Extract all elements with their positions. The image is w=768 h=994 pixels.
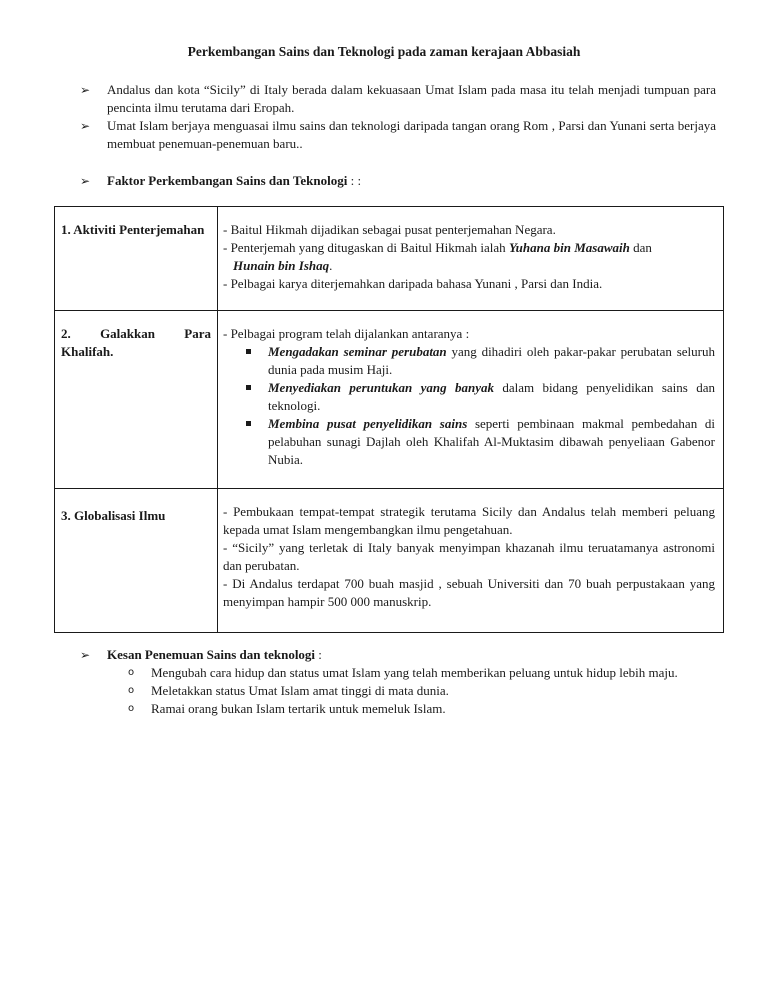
program-title: Menyediakan peruntukan yang banyak bbox=[268, 380, 494, 395]
factor-heading-suffix: : : bbox=[347, 173, 362, 188]
factor-label: 1. Aktiviti Penterjemahan bbox=[55, 207, 218, 311]
factor-line: - Pelbagai program telah dijalankan antaranya : bbox=[223, 326, 470, 341]
program-text: yang dihadiri oleh pakar-pakar perubatan seluruh dunia pada musim Haji. bbox=[268, 344, 715, 377]
kesan-heading-bullet bbox=[80, 646, 720, 664]
list-item bbox=[128, 682, 718, 700]
kesan-heading bbox=[107, 646, 720, 664]
factor-line: - Pelbagai karya diterjemahkan daripada bahasa Yunani , Parsi dan India. bbox=[223, 276, 603, 291]
kesan-item-text: Ramai orang bukan Islam tertarik untuk memeluk Islam. bbox=[151, 701, 446, 716]
factor-heading-bullet bbox=[80, 172, 716, 190]
kesan-item-text: Mengubah cara hidup dan status umat Islam yang telah memberikan peluang untuk hidup lebih maju. bbox=[151, 665, 678, 680]
intro-bullet-text: Andalus dan kota “Sicily” di Italy berada dalam kekuasaan Umat Islam pada masa itu telah menjadi tumpuan para pencinta ilmu terutama dari Eropah. bbox=[107, 82, 716, 115]
factor-line: - Baitul Hikmah dijadikan sebagai pusat penterjemahan Negara. bbox=[223, 222, 556, 237]
factor-label: 2. Galakkan Para Khalifah. bbox=[55, 311, 218, 489]
program-title: Mengadakan seminar perubatan bbox=[268, 344, 447, 359]
list-item bbox=[223, 415, 715, 469]
factor-line bbox=[223, 239, 715, 257]
factor-line: - “Sicily” yang terletak di Italy banyak menyimpan khazanah ilmu teruatamanya astronomi dan perubatan. bbox=[223, 540, 715, 573]
factor-label: 3. Globalisasi Ilmu bbox=[55, 489, 218, 633]
kesan-heading-text: Kesan Penemuan Sains dan teknologi bbox=[107, 647, 316, 662]
program-text: dalam bidang penyelidikan sains dan teknologi. bbox=[268, 380, 715, 413]
factor-body bbox=[218, 207, 724, 311]
arrow-bullet-icon: ➢ bbox=[80, 119, 91, 133]
factor-body bbox=[218, 311, 724, 489]
intro-bullet-1 bbox=[80, 81, 716, 117]
factor-text: - Penterjemah yang ditugaskan di Baitul Hikmah ialah bbox=[223, 240, 509, 255]
circle-bullet-icon: o bbox=[128, 685, 135, 696]
square-bullet-icon bbox=[246, 421, 251, 426]
kesan-heading-suffix: : bbox=[315, 647, 322, 662]
program-list bbox=[223, 343, 715, 469]
table-row bbox=[55, 207, 724, 311]
factor-line: - Di Andalus terdapat 700 buah masjid , sebuah Universiti dan 70 buah perpustakaan yang menyimpan hampir 500 000 manuskrip. bbox=[223, 576, 715, 609]
factor-text: . bbox=[329, 258, 333, 273]
intro-bullet-2 bbox=[80, 117, 716, 153]
program-title: Membina pusat penyelidikan sains bbox=[268, 416, 468, 431]
circle-bullet-icon: o bbox=[128, 667, 135, 678]
arrow-bullet-icon: ➢ bbox=[80, 174, 91, 188]
table-row bbox=[55, 311, 724, 489]
square-bullet-icon bbox=[246, 349, 251, 354]
intro-bullet-text: Umat Islam berjaya menguasai ilmu sains dan teknologi daripada tangan orang Rom , Parsi dan Yunani serta berjaya membuat penemuan-penemuan baru.. bbox=[107, 118, 716, 151]
factor-line bbox=[223, 257, 715, 275]
list-item bbox=[128, 664, 718, 682]
list-item bbox=[223, 379, 715, 415]
translator-name: Hunain bin Ishaq bbox=[233, 258, 330, 273]
list-item bbox=[128, 700, 718, 718]
factor-heading bbox=[107, 172, 716, 190]
program-text: seperti pembinaan makmal pembedahan di pelabuhan sunagi Dajlah oleh Khalifah Al-Muktasim dibawah penyeliaan Gabenor Nubia. bbox=[268, 416, 715, 467]
translator-name: Yuhana bin Masawaih bbox=[508, 240, 630, 255]
factor-text: dan bbox=[629, 240, 652, 255]
kesan-list bbox=[128, 664, 718, 718]
factors-table bbox=[54, 206, 724, 633]
table-row bbox=[55, 489, 724, 633]
arrow-bullet-icon: ➢ bbox=[80, 83, 91, 97]
square-bullet-icon bbox=[246, 385, 251, 390]
factor-heading-text: Faktor Perkembangan Sains dan Teknologi bbox=[107, 173, 348, 188]
factor-line: - Pembukaan tempat-tempat strategik terutama Sicily dan Andalus telah memberi peluang kepada umat Islam mengembangkan ilmu pengetahuan. bbox=[223, 504, 715, 537]
list-item bbox=[223, 343, 715, 379]
document-title: Perkembangan Sains dan Teknologi pada zaman kerajaan Abbasiah bbox=[187, 44, 581, 59]
factor-body bbox=[218, 489, 724, 633]
kesan-item-text: Meletakkan status Umat Islam amat tinggi di mata dunia. bbox=[151, 683, 449, 698]
circle-bullet-icon: o bbox=[128, 703, 135, 714]
arrow-bullet-icon: ➢ bbox=[80, 648, 91, 662]
